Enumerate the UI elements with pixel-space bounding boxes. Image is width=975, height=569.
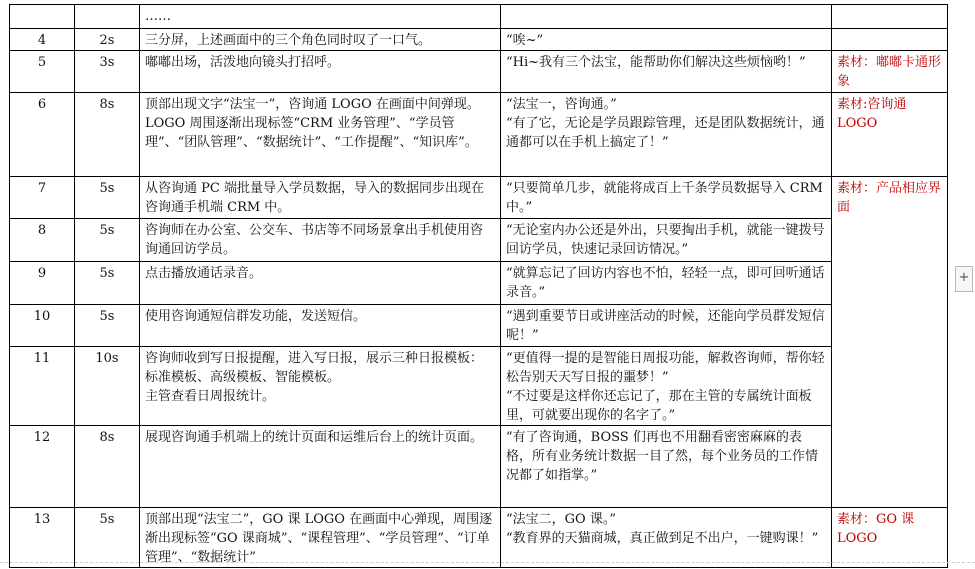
table-row [10,305,948,347]
voiceover-text: “更值得一提的是智能日周报功能，解救咨询师，帮你轻松告别天天写日报的噩梦！” [506,351,825,385]
cell-scene [140,508,501,568]
cell-voiceover [501,93,832,177]
cell-scene [140,305,501,347]
cell-number: 9 [10,262,75,305]
cell-duration: 5s [75,262,140,305]
table-row [10,51,948,93]
scene-text: 三分屏，上述画面中的三个角色同时叹了一口气。 [145,33,432,48]
scene-text: 使用咨询通短信群发功能，发送短信。 [145,309,367,324]
table-row [10,426,948,508]
cell-number: 7 [10,177,75,219]
voiceover-text: “教育界的天猫商城，真正做到足不出户，一键购课！” [506,531,819,546]
cell-duration: 8s [75,426,140,508]
cell-scene [140,177,501,219]
scene-text: 咨询师在办公室、公交车、书店等不同场景拿出手机使用咨询通回访学员。 [145,223,484,257]
scene-text: 主管查看日周报统计。 [145,389,276,404]
cell-voiceover [501,177,832,219]
voiceover-text: “有了咨询通，BOSS 们再也不用翻看密密麻麻的表格，所有业务统计数据一目了然，每个业务员的工作情况都了如指掌。” [506,430,819,483]
cell-duration: 5s [75,219,140,262]
cell-material: 素材:咨询通 LOGO [832,93,948,177]
cell-material [832,29,948,51]
cell-duration: 10s [75,347,140,426]
cell-number: 13 [10,508,75,568]
cell-number: 8 [10,219,75,262]
cell-number: 12 [10,426,75,508]
storyboard-table [9,4,948,568]
scene-text: 顶部出现文字“法宝一”，咨询通 LOGO 在画面中间弹现。LOGO 周围逐渐出现标签“CRM 业务管理”、“学员管理”、“团队管理”、“数据统计”、“工作提醒”、“知识库”。 [145,97,480,150]
cell-duration: 8s [75,93,140,177]
add-row-button[interactable]: + [955,266,973,292]
voiceover-text: “Hi~我有三个法宝，能帮助你们解决这些烦恼哟！” [506,55,806,70]
cell-scene [140,93,501,177]
cell-duration: 3s [75,51,140,93]
voiceover-text: “有了它，无论是学员跟踪管理，还是团队数据统计，通通都可以在手机上搞定了！” [506,116,825,150]
cell-material: 素材：GO 课 LOGO [832,508,948,568]
cell-number: 4 [10,29,75,51]
cell-material [832,5,948,29]
voiceover-text: “法宝二，GO 课。” [506,512,616,527]
page-divider [0,562,975,563]
table-row [10,219,948,262]
table-row [10,347,948,426]
cell-voiceover [501,51,832,93]
table-row [10,29,948,51]
cell-voiceover [501,508,832,568]
cell-scene [140,219,501,262]
cell-duration: 2s [75,29,140,51]
cell-voiceover [501,5,832,29]
scene-text: 从咨询通 PC 端批量导入学员数据，导入的数据同步出现在咨询通手机端 CRM 中。 [145,181,484,215]
scene-text: 咨询师收到写日报提醒，进入写日报，展示三种日报模板：标准模板、高级模板、智能模板。 [145,351,484,385]
table-row [10,177,948,219]
cell-scene [140,51,501,93]
cell-number: 6 [10,93,75,177]
scene-text: 顶部出现“法宝二”，GO 课 LOGO 在画面中心弹现，周围逐渐出现标签“GO 课商城”、“课程管理”、“学员管理”、“订单管理”、“数据统计” [145,512,493,565]
voiceover-text: “就算忘记了回访内容也不怕，轻轻一点，即可回听通话录音。” [506,266,825,300]
cell-number: 10 [10,305,75,347]
cell-material: 素材：产品相应界面 [832,177,948,508]
cell-scene [140,347,501,426]
cell-scene: …… [140,5,501,29]
table-row [10,93,948,177]
cell-number [10,5,75,29]
cell-scene [140,29,501,51]
cell-voiceover [501,347,832,426]
cell-duration: 5s [75,508,140,568]
cell-voiceover [501,219,832,262]
cell-voiceover [501,29,832,51]
cell-voiceover [501,262,832,305]
cell-number: 5 [10,51,75,93]
cell-duration: 5s [75,305,140,347]
cell-number: 11 [10,347,75,426]
voiceover-text: “遇到重要节日或讲座活动的时候，还能向学员群发短信呢！” [506,309,825,343]
voiceover-text: “唉~” [506,33,544,48]
table-row [10,508,948,568]
cell-voiceover [501,305,832,347]
scene-text: 嘟嘟出场，活泼地向镜头打招呼。 [145,55,341,70]
cell-duration [75,5,140,29]
voiceover-text: “法宝一，咨询通。” [506,97,617,112]
voiceover-text: “无论室内办公还是外出，只要掏出手机，就能一键拨号回访学员，快速记录回访情况。” [506,223,825,257]
cell-material: 素材：嘟嘟卡通形象 [832,51,948,93]
table-row-continuation [10,5,948,29]
table-row [10,262,948,305]
scene-text: 点击播放通话录音。 [145,266,263,281]
cell-scene [140,262,501,305]
scene-text: 展现咨询通手机端上的统计页面和运维后台上的统计页面。 [145,430,484,445]
voiceover-text: “只要简单几步，就能将成百上千条学员数据导入 CRM 中。” [506,181,823,215]
cell-scene [140,426,501,508]
cell-voiceover [501,426,832,508]
voiceover-text: “不过要是这样你还忘记了，那在主管的专属统计面板里，可就要出现你的名字了。” [506,389,812,423]
cell-duration: 5s [75,177,140,219]
